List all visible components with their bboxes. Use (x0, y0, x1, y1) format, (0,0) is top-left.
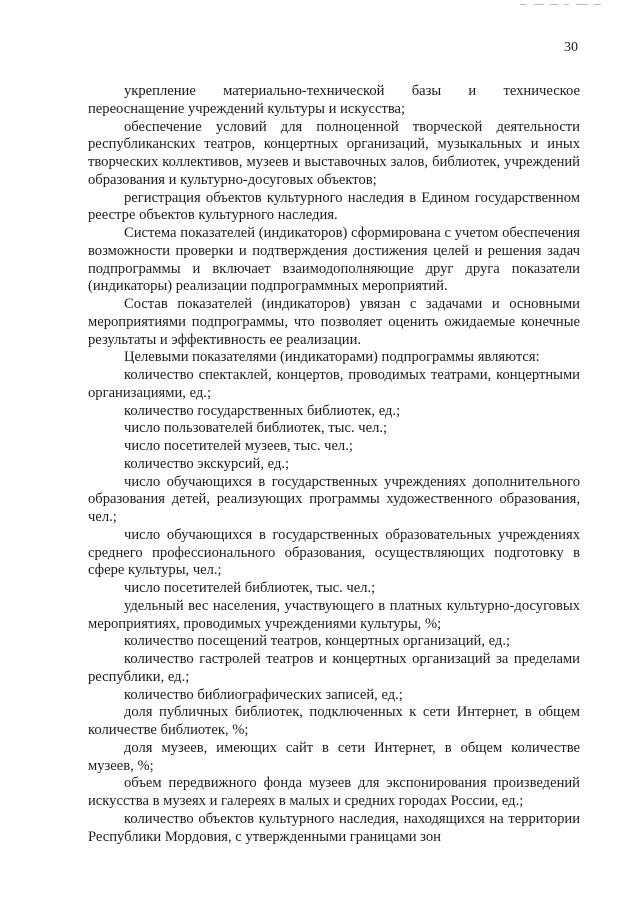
document-body (88, 83, 580, 846)
indicator-item: количество спектаклей, концертов, проводимых театрами, концертными организациями, ед.; (88, 367, 580, 401)
indicator-item: доля публичных библиотек, подключенных к сети Интернет, в общем количестве библиотек, %; (88, 704, 580, 738)
indicator-item: число пользователей библиотек, тыс. чел.; (124, 420, 388, 437)
page-number: 30 (564, 40, 578, 55)
indicator-item: количество экскурсий, ед.; (124, 455, 290, 472)
indicator-item: число обучающихся в государственных учреждениях дополнительного образования детей, реализующих программы художественного образования, чел.; (88, 473, 580, 525)
indicator-item: число обучающихся в государственных образовательных учреждениях среднего профессионального образования, осуществляющих подготовку в сфере культуры, чел.; (88, 526, 580, 579)
indicator-item: доля музеев, имеющих сайт в сети Интернет, в общем количестве музеев, %; (88, 739, 580, 774)
paragraph-1: укрепление материально-технической базы и техническое переоснащение учреждений культуры и искусства; (88, 83, 580, 117)
indicators-intro: Целевыми показателями (индикаторами) подпрограммы являются: (124, 349, 540, 366)
indicator-item: количество объектов культурного наследия, находящихся на территории Республики Мордовия, с утвержденными границами зон (88, 810, 580, 845)
paragraph-3: регистрация объектов культурного наследия в Едином государственном реестре объектов культурного наследия. (88, 189, 580, 224)
indicator-item: объем передвижного фонда музеев для экспонирования произведений искусства в музеях и галереях в малых и средних городах России, ед.; (88, 775, 580, 809)
indicator-item: количество государственных библиотек, ед.; (124, 402, 401, 419)
indicator-item: количество библиографических записей, ед.; (124, 686, 403, 703)
indicator-item: количество посещений театров, концертных организаций, ед.; (124, 633, 511, 650)
indicator-item: удельный вес населения, участвующего в платных культурно-досуговых мероприятиях, проводимых учреждениями культуры, %; (88, 597, 580, 632)
paragraph-2: обеспечение условий для полноценной творческой деятельности республиканских театров, концертных организаций, музыкальных и иных творческих коллективов, музеев и выставочных залов, библиотек, учреждений образования и культурно-досуговых объектов; (88, 118, 580, 188)
indicator-item: число посетителей музеев, тыс. чел.; (124, 438, 353, 454)
paragraph-5: Состав показателей (индикаторов) увязан с задачами и основными мероприятиями подпрограммы, что позволяет оценить ожидаемые конечные результаты и эффективность ее реализации. (88, 296, 580, 348)
scan-artifact (520, 2, 610, 8)
paragraph-4: Система показателей (индикаторов) сформирована с учетом обеспечения возможности проверки и подтверждения достижения целей и решения задач подпрограммы и включает взаимодополняющие друг друга показатели (индикаторы) реализации подпрограммных мероприятий. (88, 225, 580, 295)
indicator-item: количество гастролей театров и концертных организаций за пределами республики, ед.; (88, 651, 580, 685)
indicator-item: число посетителей библиотек, тыс. чел.; (124, 580, 376, 596)
